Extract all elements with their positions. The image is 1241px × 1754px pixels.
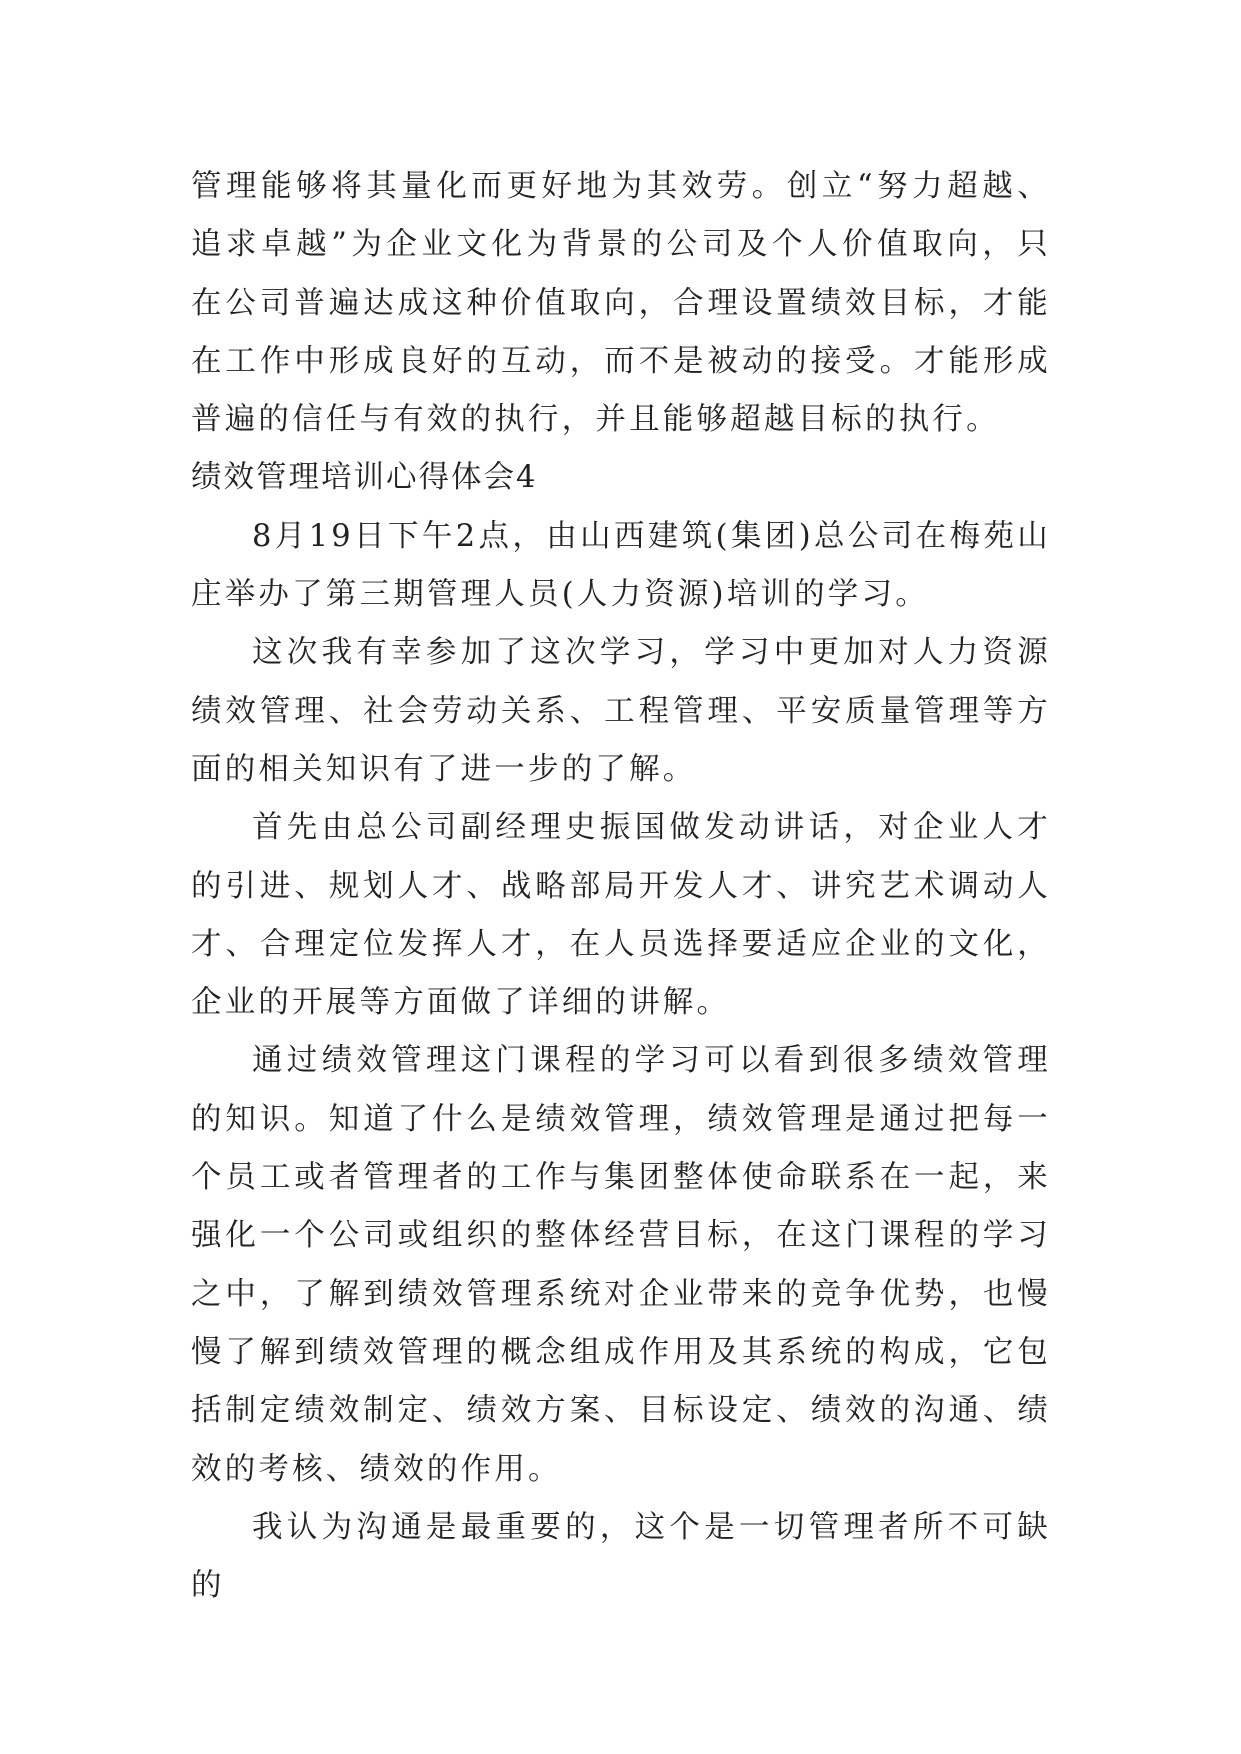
document-body	[191, 158, 1051, 1615]
paragraph-opening-speech: 首先由总公司副经理史振国做发动讲话，对企业人才的引进、规划人才、战略部局开发人才、讲究艺术调动人才、合理定位发挥人才，在人员选择要适应企业的文化，企业的开展等方面做了详细的讲解。	[191, 810, 1051, 1021]
paragraph-training-intro: 8月19日下午2点，由山西建筑(集团)总公司在梅苑山庄举办了第三期管理人员(人力资源)培训的学习。	[191, 518, 1051, 613]
section-heading: 绩效管理培训心得体会4	[191, 460, 538, 496]
paragraph-communication: 我认为沟通是最重要的，这个是一切管理者所不可缺的	[191, 1509, 1051, 1604]
paragraph-course-learning: 通过绩效管理这门课程的学习可以看到很多绩效管理的知识。知道了什么是绩效管理，绩效管理是通过把每一个员工或者管理者的工作与集团整体使命联系在一起，来强化一个公司或组织的整体经营目标，在这门课程的学习之中，了解到绩效管理系统对企业带来的竞争优势，也慢慢了解到绩效管理的概念组成作用及其系统的构成，它包括制定绩效制定、绩效方案、目标设定、绩效的沟通、绩效的考核、绩效的作用。	[191, 1043, 1051, 1487]
paragraph-participation: 这次我有幸参加了这次学习，学习中更加对人力资源绩效管理、社会劳动关系、工程管理、平安质量管理等方面的相关知识有了进一步的了解。	[191, 635, 1051, 787]
paragraph-continuation: 管理能够将其量化而更好地为其效劳。创立“努力超越、追求卓越”为企业文化为背景的公司及个人价值取向，只在公司普遍达成这种价值取向，合理设置绩效目标，才能在工作中形成良好的互动，而不是被动的接受。才能形成普遍的信任与有效的执行，并且能够超越目标的执行。	[191, 169, 1051, 438]
